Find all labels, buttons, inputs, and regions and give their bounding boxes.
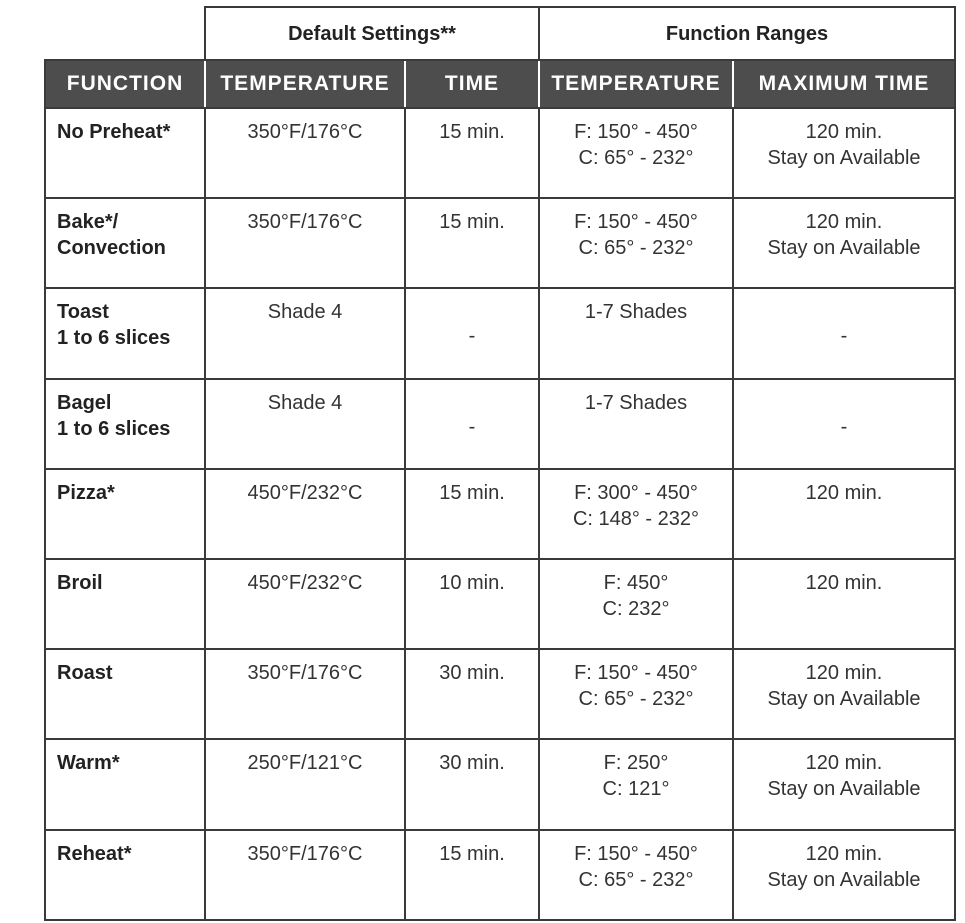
group-function-ranges: Function Ranges [538,6,956,60]
cell-text: 120 min. [805,662,883,685]
cell-temperature [204,560,404,650]
table-row [44,560,956,650]
cell-temperature [204,650,404,740]
cell-text: C: 121° [602,778,670,801]
cell-time [404,831,538,921]
cell-temperature [204,380,404,470]
cell-temperature [204,109,404,199]
cell-text: 350°F/176°C [247,842,363,865]
cell-maximum-time [732,650,956,740]
cell-time [404,289,538,379]
cell-maximum-time [732,380,956,470]
cell-text: Stay on Available [767,778,921,801]
cell-text: C: 65° - 232° [578,868,694,891]
cell-text: 1 to 6 slices [57,327,171,350]
cell-text: 350°F/176°C [247,662,363,685]
cell-maximum-time [732,560,956,650]
cell-function [44,109,204,199]
header-maximum-time: MAXIMUM TIME [732,61,954,107]
cell-text: - [468,325,476,348]
cell-text: 120 min. [805,842,883,865]
cell-text: - [840,325,848,348]
table-row [44,470,956,560]
cell-text: F: 150° - 450° [574,211,698,234]
cell-maximum-time [732,470,956,560]
header-temperature: TEMPERATURE [204,61,404,107]
cell-text: Pizza* [57,481,115,504]
header-time: TIME [404,61,538,107]
cell-temperature [204,199,404,289]
cell-temperature [204,831,404,921]
cell-text: F: 300° - 450° [574,481,698,504]
cell-text: C: 148° - 232° [572,507,700,530]
cell-range [538,740,732,830]
table-row [44,650,956,740]
cell-function [44,650,204,740]
cell-time [404,470,538,560]
cell-text: Bake*/ [57,211,119,234]
cell-text: 450°F/232°C [247,572,363,594]
cell-text: Warm* [57,752,120,775]
cell-time [404,380,538,470]
cell-function [44,831,204,921]
cell-text: - [840,415,848,438]
cell-text: 15 min. [439,481,505,504]
cell-text: 120 min. [805,211,883,234]
cell-text: 350°F/176°C [247,121,363,143]
cell-text: Convection [57,237,166,260]
cell-range [538,650,732,740]
table-row [44,740,956,830]
cell-text: 120 min. [805,572,883,594]
table-row [44,831,956,921]
cell-text: Reheat* [57,842,132,865]
cell-text: 350°F/176°C [247,211,363,234]
table-row [44,199,956,289]
cell-text: Shade 4 [267,391,343,414]
cell-text: Bagel [57,391,112,414]
cell-function [44,380,204,470]
cell-temperature [204,289,404,379]
cell-text: 120 min. [805,481,883,504]
cell-text: Stay on Available [767,237,921,260]
cell-function [44,289,204,379]
cell-text: 250°F/121°C [247,752,363,775]
cell-text: 1 to 6 slices [57,417,171,440]
cell-text: No Preheat* [57,121,171,143]
cell-time [404,560,538,650]
cell-text: 30 min. [439,752,505,775]
cell-text: F: 150° - 450° [574,662,698,685]
cell-text: 1-7 Shades [584,391,688,414]
cell-function [44,740,204,830]
cell-text: - [468,415,476,438]
cell-temperature [204,740,404,830]
table-row [44,109,956,199]
cell-text: Roast [57,662,113,685]
cell-maximum-time [732,109,956,199]
table-row [44,289,956,379]
table-row [44,380,956,470]
cell-text: Broil [57,572,103,594]
cell-maximum-time [732,740,956,830]
cell-text: 120 min. [805,121,883,143]
cell-text: F: 150° - 450° [574,842,698,865]
cell-text: C: 232° [602,598,670,620]
cell-maximum-time [732,831,956,921]
cell-text: F: 450° [603,572,669,594]
cell-range [538,560,732,650]
cell-function [44,199,204,289]
header-function: FUNCTION [46,61,204,107]
cell-time [404,199,538,289]
cell-function [44,470,204,560]
cell-text: 15 min. [439,121,505,143]
cell-text: Stay on Available [767,868,921,891]
cell-text: 10 min. [439,572,505,594]
cell-text: F: 150° - 450° [574,121,698,143]
cell-text: C: 65° - 232° [578,237,694,260]
cell-range [538,380,732,470]
cell-function [44,560,204,650]
cell-text: 120 min. [805,752,883,775]
group-default-settings: Default Settings** [204,6,540,60]
cell-text: 15 min. [439,211,505,234]
cell-range [538,470,732,560]
cell-range [538,289,732,379]
cell-text: Stay on Available [767,688,921,711]
cell-text: C: 65° - 232° [578,147,694,169]
cell-maximum-time [732,199,956,289]
cell-text: F: 250° [603,752,669,775]
cell-maximum-time [732,289,956,379]
cell-time [404,650,538,740]
settings-table [44,6,956,917]
cell-range [538,199,732,289]
cell-time [404,740,538,830]
cell-range [538,109,732,199]
cell-time [404,109,538,199]
cell-text: Shade 4 [267,301,343,324]
cell-text: Toast [57,301,109,324]
cell-text: C: 65° - 232° [578,688,694,711]
cell-text: 30 min. [439,662,505,685]
cell-temperature [204,470,404,560]
cell-text: 15 min. [439,842,505,865]
cell-range [538,831,732,921]
cell-text: 1-7 Shades [584,301,688,324]
header-range-temperature: TEMPERATURE [538,61,732,107]
cell-text: 450°F/232°C [247,481,363,504]
cell-text: Stay on Available [767,147,921,169]
